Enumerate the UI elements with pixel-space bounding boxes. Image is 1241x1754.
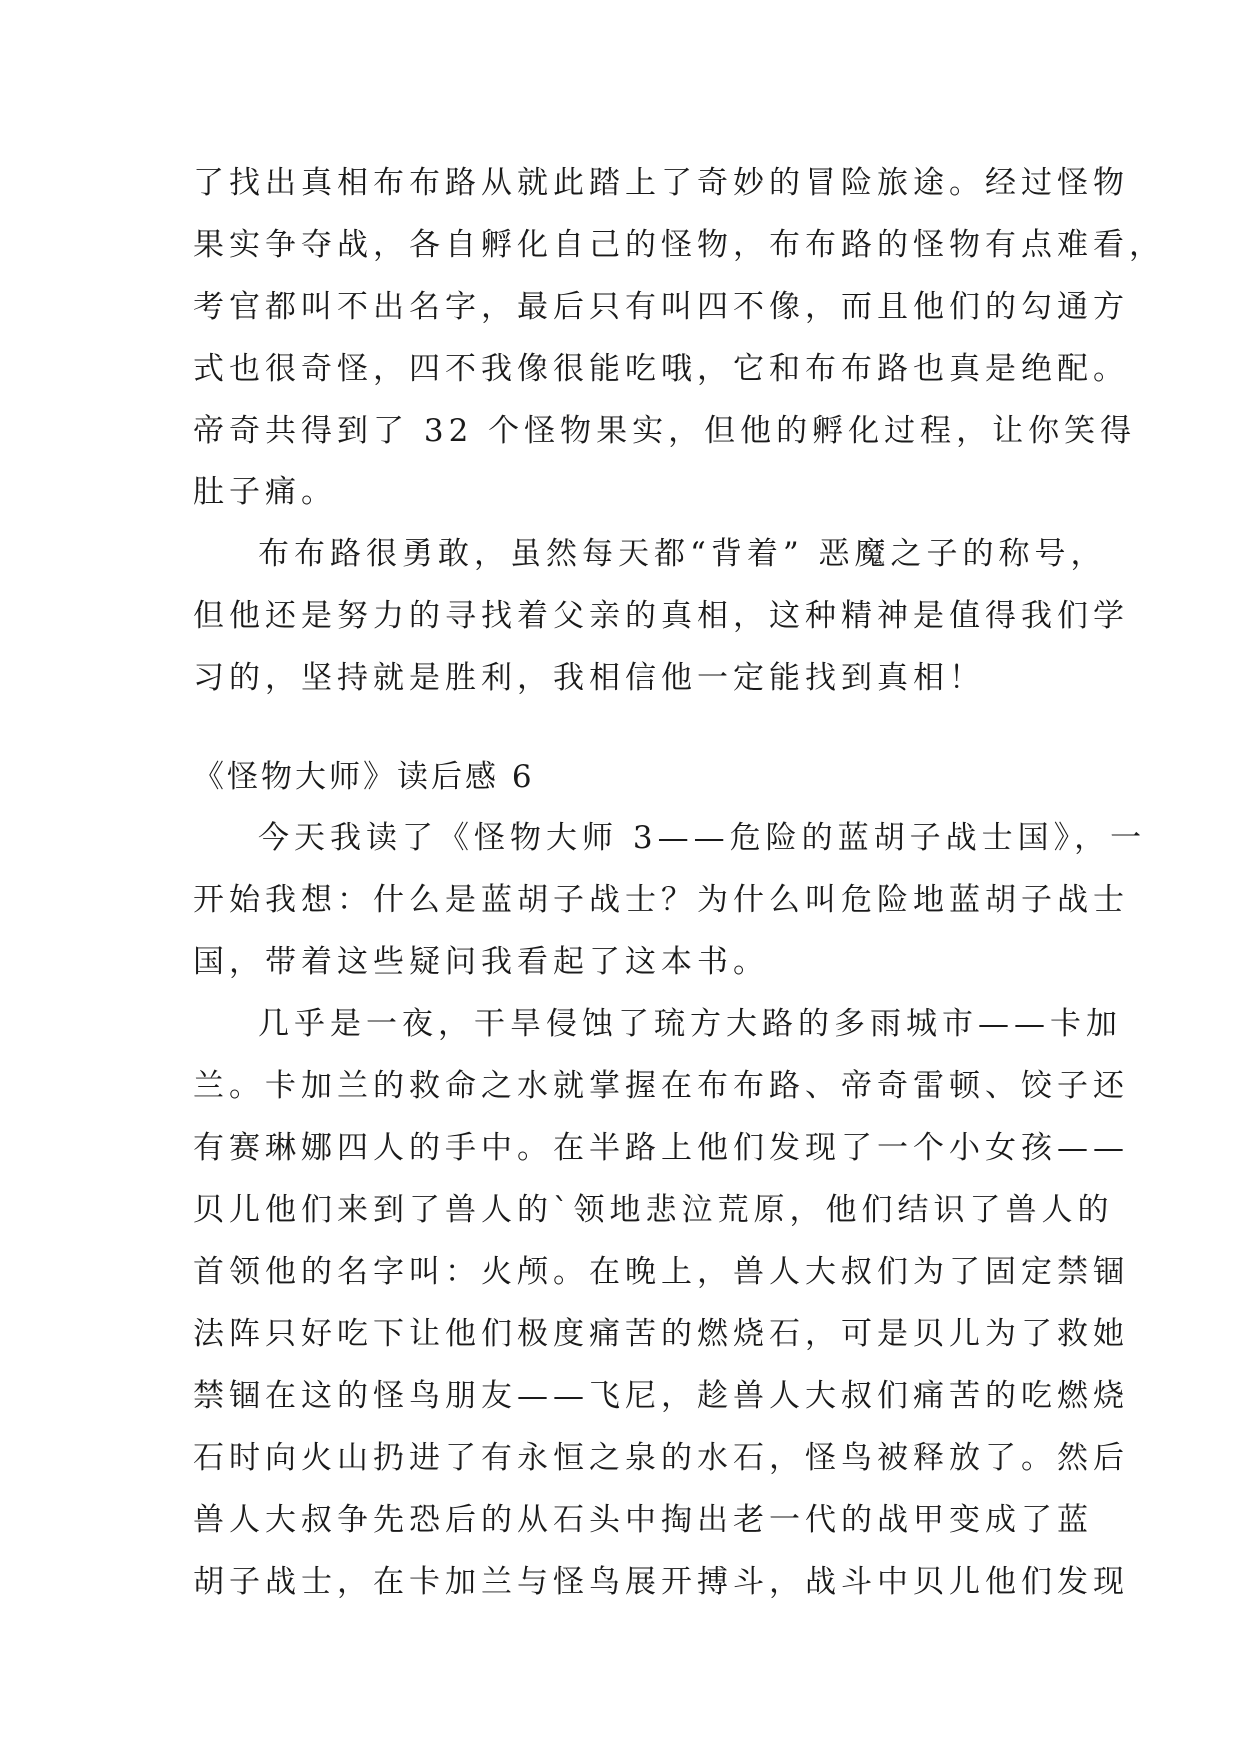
paragraph-line: 但他还是努力的寻找着父亲的真相，这种精神是值得我们学 — [193, 598, 1129, 634]
paragraph-line: 贝儿他们来到了兽人的`领地悲泣荒原，他们结识了兽人的 — [193, 1192, 1114, 1228]
paragraph-line: 国，带着这些疑问我看起了这本书。 — [193, 944, 769, 980]
paragraph-line: 石时向火山扔进了有永恒之泉的水石，怪鸟被释放了。然后 — [193, 1440, 1129, 1476]
paragraph-line: 几乎是一夜，干旱侵蚀了琉方大路的多雨城市——卡加 — [258, 1006, 1122, 1042]
paragraph-line: 了找出真相布布路从就此踏上了奇妙的冒险旅途。经过怪物 — [193, 165, 1129, 201]
paragraph-line: 肚子痛。 — [193, 474, 337, 510]
paragraph-line: 考官都叫不出名字，最后只有叫四不像，而且他们的勾通方 — [193, 289, 1129, 325]
paragraph-line: 胡子战士，在卡加兰与怪鸟展开搏斗，战斗中贝儿他们发现 — [193, 1564, 1129, 1600]
paragraph-line: 首领他的名字叫：火颅。在晚上，兽人大叔们为了固定禁锢 — [193, 1254, 1129, 1290]
paragraph-line: 果实争夺战，各自孵化自己的怪物，布布路的怪物有点难看， — [193, 227, 1165, 263]
paragraph-line: 禁锢在这的怪鸟朋友——飞尼，趁兽人大叔们痛苦的吃燃烧 — [193, 1378, 1129, 1414]
paragraph-line: 法阵只好吃下让他们极度痛苦的燃烧石，可是贝儿为了救她 — [193, 1316, 1129, 1352]
paragraph-line: 习的，坚持就是胜利，我相信他一定能找到真相！ — [193, 660, 985, 696]
paragraph-line: 有赛琳娜四人的手中。在半路上他们发现了一个小女孩—— — [193, 1130, 1129, 1166]
paragraph-line: 式也很奇怪，四不我像很能吃哦，它和布布路也真是绝配。 — [193, 351, 1129, 387]
section-heading: 《怪物大师》读后感 6 — [193, 759, 535, 795]
paragraph-line: 开始我想：什么是蓝胡子战士？为什么叫危险地蓝胡子战士 — [193, 882, 1129, 918]
paragraph-line: 帝奇共得到了 32 个怪物果实，但他的孵化过程，让你笑得 — [193, 413, 1137, 449]
paragraph-line: 布布路很勇敢，虽然每天都“背着” 恶魔之子的称号， — [258, 536, 1107, 572]
paragraph-line: 兰。卡加兰的救命之水就掌握在布布路、帝奇雷顿、饺子还 — [193, 1068, 1129, 1104]
paragraph-line: 今天我读了《怪物大师 3——危险的蓝胡子战士国》，一 — [258, 820, 1147, 856]
paragraph-line: 兽人大叔争先恐后的从石头中掏出老一代的战甲变成了蓝 — [193, 1502, 1093, 1538]
